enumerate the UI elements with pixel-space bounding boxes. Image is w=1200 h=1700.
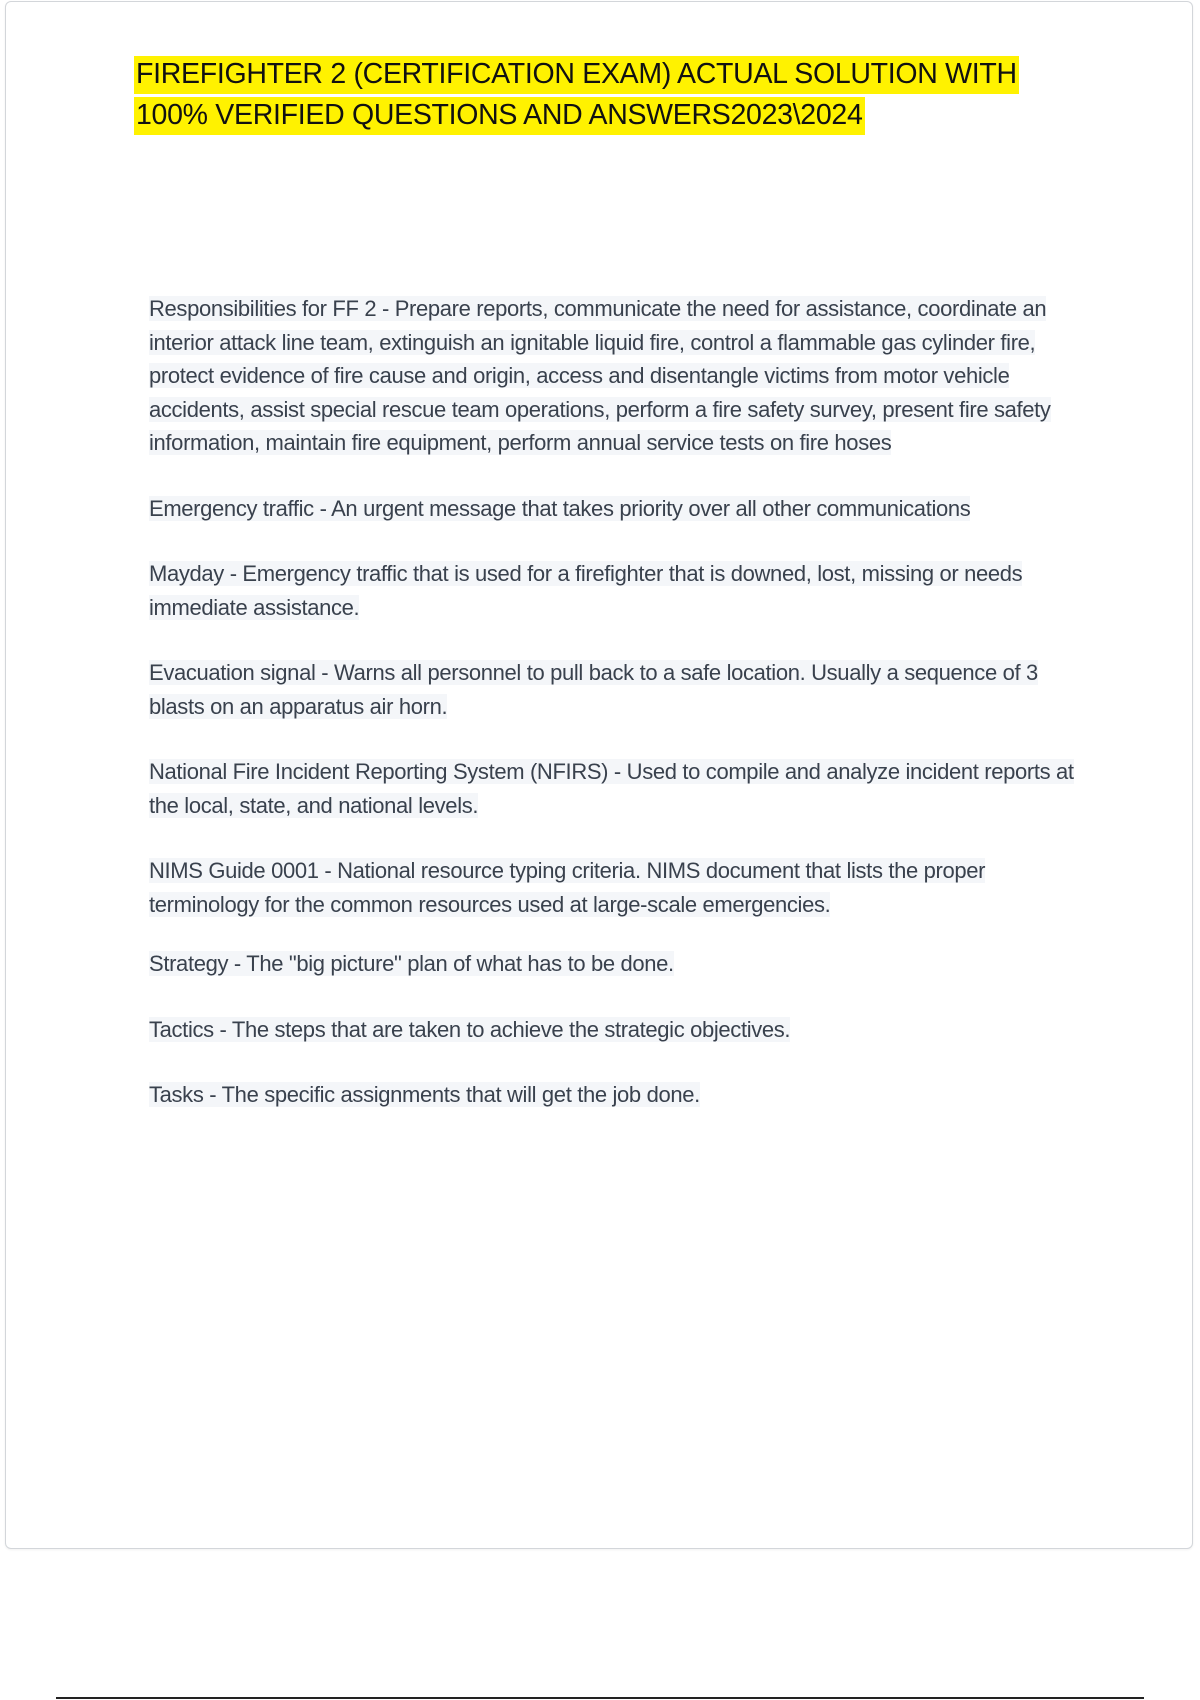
footer-divider xyxy=(56,1697,1144,1699)
qa-entry-mayday xyxy=(149,557,1089,624)
entry-text: Mayday - Emergency traffic that is used for a firefighter that is downed, lost, missing or needs immediate assistance. xyxy=(149,561,1023,620)
title-highlight: FIREFIGHTER 2 (CERTIFICATION EXAM) ACTUAL SOLUTION WITH 100% VERIFIED QUESTIONS AND ANSWERS2023\2024 xyxy=(134,56,1019,135)
document-title xyxy=(134,54,1094,136)
qa-entry-tactics xyxy=(149,1013,1089,1047)
entry-text: Evacuation signal - Warns all personnel to pull back to a safe location. Usually a sequence of 3 blasts on an apparatus air horn. xyxy=(149,660,1038,719)
entry-text: Tactics - The steps that are taken to achieve the strategic objectives. xyxy=(149,1016,791,1042)
qa-entry-evacuation-signal xyxy=(149,656,1089,723)
qa-entry-list xyxy=(149,292,1089,1144)
entry-text: Strategy - The "big picture" plan of what has to be done. xyxy=(149,951,674,976)
qa-entry-nims-guide xyxy=(149,854,1089,921)
entry-text: Responsibilities for FF 2 - Prepare reports, communicate the need for assistance, coordinate an interior attack line team, extinguish an ignitable liquid fire, control a flammable gas cylinder fire, protect evidence of fire cause and origin, access and disentangle victims from motor vehicle accidents, assist special rescue team operations, perform a fire safety survey, present fire safety information, maintain fire equipment, perform annual service tests on fire hoses xyxy=(149,296,1051,455)
entry-text: National Fire Incident Reporting System (NFIRS) - Used to compile and analyze incident reports at the local, state, and national levels. xyxy=(149,759,1074,818)
document-page xyxy=(5,1,1193,1549)
qa-entry-nfirs xyxy=(149,755,1089,822)
entry-text: Emergency traffic - An urgent message that takes priority over all other communications xyxy=(149,495,971,521)
qa-entry-responsibilities xyxy=(149,292,1089,460)
qa-entry-strategy xyxy=(149,947,1089,981)
qa-entry-emergency-traffic xyxy=(149,492,1089,526)
entry-text: Tasks - The specific assignments that will get the job done. xyxy=(149,1082,700,1107)
qa-entry-tasks xyxy=(149,1078,1089,1112)
entry-text: NIMS Guide 0001 - National resource typing criteria. NIMS document that lists the proper terminology for the common resources used at large-scale emergencies. xyxy=(149,858,986,917)
